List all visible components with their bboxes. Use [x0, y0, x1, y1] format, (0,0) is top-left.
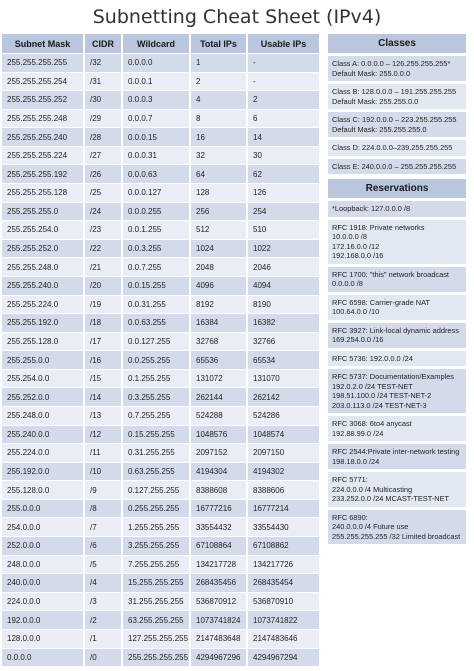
table-cell: 0.0.0.3 [122, 91, 190, 110]
table-cell: /28 [84, 128, 122, 147]
table-cell: /23 [84, 221, 122, 240]
table-row [2, 592, 320, 611]
table-cell: 255.255.128.0 [2, 332, 84, 351]
table-cell: /8 [84, 499, 122, 518]
column-header: Usable IPs [247, 34, 320, 54]
table-cell: /20 [84, 276, 122, 295]
table-cell: 0.1.255.255 [122, 369, 190, 388]
table-cell: 255.128.0.0 [2, 481, 84, 500]
table-cell: - [247, 54, 320, 73]
subnet-table [2, 34, 321, 666]
table-cell: 224.0.0.0 [2, 592, 84, 611]
column-header: Subnet Mask [2, 34, 84, 54]
table-cell: 32768 [190, 332, 247, 351]
class-entry: Class D: 224.0.0.0–239.255.255.255 [328, 140, 466, 156]
table-row [2, 629, 320, 648]
reservations-list [328, 201, 466, 544]
table-cell: 524288 [190, 406, 247, 425]
table-cell: 8192 [190, 295, 247, 314]
table-row [2, 611, 320, 630]
table-cell: 255.255.255.192 [2, 165, 84, 184]
table-cell: 4194302 [247, 462, 320, 481]
table-cell: 252.0.0.0 [2, 537, 84, 556]
table-body [2, 54, 320, 667]
table-cell: 255.255.254.0 [2, 221, 84, 240]
table-cell: 0.0.7.255 [122, 258, 190, 277]
table-cell: /27 [84, 146, 122, 165]
table-cell: 15.255.255.255 [122, 574, 190, 593]
table-cell: 255.255.255.252 [2, 91, 84, 110]
table-row [2, 499, 320, 518]
table-cell: 4094 [247, 276, 320, 295]
table-row [2, 54, 320, 73]
table-cell: /0 [84, 648, 122, 666]
table-cell: 2048 [190, 258, 247, 277]
table-cell: 0.0.31.255 [122, 295, 190, 314]
table-cell: /9 [84, 481, 122, 500]
table-cell: 255.248.0.0 [2, 406, 84, 425]
class-entry: Class B: 128.0.0.0 – 191.255.255.255 Default Mask: 255.255.0.0 [328, 84, 466, 109]
table-cell: 536870910 [247, 592, 320, 611]
table-cell: 0.0.15.255 [122, 276, 190, 295]
table-cell: 1024 [190, 239, 247, 258]
table-cell: 255.255.240.0 [2, 276, 84, 295]
table-cell: 3.255.255.255 [122, 537, 190, 556]
table-cell: 255.0.0.0 [2, 499, 84, 518]
table-cell: 62 [247, 165, 320, 184]
table-cell: /17 [84, 332, 122, 351]
table-cell: 0.0.3.255 [122, 239, 190, 258]
table-cell: 0.0.0.127 [122, 184, 190, 203]
table-row [2, 72, 320, 91]
table-cell: /5 [84, 555, 122, 574]
table-row [2, 314, 320, 333]
table-cell: 255.240.0.0 [2, 425, 84, 444]
table-cell: 255.255.255.240 [2, 128, 84, 147]
classes-list [328, 56, 466, 174]
table-cell: 0.127.255.255 [122, 481, 190, 500]
table-cell: 32 [190, 146, 247, 165]
table-cell: 255.255.255.255 [2, 54, 84, 73]
table-cell: 0.0.0.0 [122, 54, 190, 73]
table-cell: 255.255.255.0 [2, 202, 84, 221]
table-cell: 16 [190, 128, 247, 147]
table-row [2, 258, 320, 277]
table-cell: 14 [247, 128, 320, 147]
table-cell: 16777214 [247, 499, 320, 518]
table-cell: 8 [190, 109, 247, 128]
table-cell: 254.0.0.0 [2, 518, 84, 537]
table-cell: 4096 [190, 276, 247, 295]
table-cell: 16384 [190, 314, 247, 333]
table-cell: 1048574 [247, 425, 320, 444]
table-cell: 0.31.255.255 [122, 444, 190, 463]
table-row [2, 184, 320, 203]
table-cell: 6 [247, 109, 320, 128]
reservation-entry: RFC 5771: 224.0.0.0 /4 Multicasting 233.252.0.0 /24 MCAST-TEST-NET [328, 472, 466, 507]
table-cell: 2 [190, 72, 247, 91]
column-header: Wildcard [122, 34, 190, 54]
table-cell: 2097150 [247, 444, 320, 463]
table-cell: 0.0.1.255 [122, 221, 190, 240]
table-cell: 240.0.0.0 [2, 574, 84, 593]
table-row [2, 481, 320, 500]
table-cell: /29 [84, 109, 122, 128]
table-row [2, 462, 320, 481]
table-cell: 255.252.0.0 [2, 388, 84, 407]
table-row [2, 518, 320, 537]
table-cell: /3 [84, 592, 122, 611]
table-cell: 262142 [247, 388, 320, 407]
table-cell: /31 [84, 72, 122, 91]
table-cell: 254 [247, 202, 320, 221]
table-cell: 4 [190, 91, 247, 110]
table-cell: 134217728 [190, 555, 247, 574]
table-cell: /13 [84, 406, 122, 425]
table-cell: 127.255.255.255 [122, 629, 190, 648]
table-row [2, 146, 320, 165]
table-cell: 268435454 [247, 574, 320, 593]
table-row [2, 351, 320, 370]
table-cell: 1.255.255.255 [122, 518, 190, 537]
table-cell: 524286 [247, 406, 320, 425]
table-cell: 248.0.0.0 [2, 555, 84, 574]
table-cell: 33554432 [190, 518, 247, 537]
table-cell: 1 [190, 54, 247, 73]
table-cell: /6 [84, 537, 122, 556]
table-cell: 0.0.0.31 [122, 146, 190, 165]
table-cell: 262144 [190, 388, 247, 407]
table-cell: 255.255.0.0 [2, 351, 84, 370]
table-cell: /16 [84, 351, 122, 370]
table-cell: 33554430 [247, 518, 320, 537]
table-row [2, 574, 320, 593]
table-cell: 128 [190, 184, 247, 203]
table-row [2, 406, 320, 425]
table-cell: /19 [84, 295, 122, 314]
table-cell: 63.255.255.255 [122, 611, 190, 630]
class-entry: Class E: 240.0.0.0 – 255.255.255.255 [328, 159, 466, 175]
table-cell: 0.255.255.255 [122, 499, 190, 518]
reservation-entry: RFC 2544:Private inter-network testing 198.18.0.0 /24 [328, 444, 466, 469]
table-cell: 2147483646 [247, 629, 320, 648]
table-cell: 0.0.0.0 [2, 648, 84, 666]
table-row [2, 537, 320, 556]
table-cell: /22 [84, 239, 122, 258]
table-row [2, 109, 320, 128]
table-row [2, 239, 320, 258]
table-cell: 1073741824 [190, 611, 247, 630]
table-cell: /14 [84, 388, 122, 407]
table-cell: /21 [84, 258, 122, 277]
table-cell: 2 [247, 91, 320, 110]
table-cell: 255.255.255.224 [2, 146, 84, 165]
table-cell: 536870912 [190, 592, 247, 611]
table-cell: 1073741822 [247, 611, 320, 630]
table-cell: 0.63.255.255 [122, 462, 190, 481]
table-row [2, 165, 320, 184]
reservation-entry: RFC 5736: 192.0.0.0 /24 [328, 351, 466, 367]
table-cell: 255.255.255.128 [2, 184, 84, 203]
table-cell: 4194304 [190, 462, 247, 481]
table-cell: 8190 [247, 295, 320, 314]
table-cell: /11 [84, 444, 122, 463]
table-cell: 255.255.252.0 [2, 239, 84, 258]
reservation-entry: RFC 1918: Private networks 10.0.0.0 /8 172.16.0.0 /12 192.168.0.0 /16 [328, 220, 466, 264]
class-entry: Class C: 192.0.0.0 – 223.255.255.255 Default Mask: 255.255.255.0 [328, 112, 466, 137]
table-cell: /18 [84, 314, 122, 333]
table-cell: 1048576 [190, 425, 247, 444]
page-title: Subnetting Cheat Sheet (IPv4) [92, 6, 382, 28]
table-cell: 0.0.127.255 [122, 332, 190, 351]
table-cell: 8388608 [190, 481, 247, 500]
table-cell: 126 [247, 184, 320, 203]
table-row [2, 369, 320, 388]
reservation-entry: RFC 3068: 6to4 anycast 192.88.99.0 /24 [328, 416, 466, 441]
table-cell: 255.254.0.0 [2, 369, 84, 388]
table-cell: 67108864 [190, 537, 247, 556]
table-cell: 0.0.0.255 [122, 202, 190, 221]
table-cell: 30 [247, 146, 320, 165]
table-cell: - [247, 72, 320, 91]
table-cell: 512 [190, 221, 247, 240]
table-cell: 255.255.255.255 [122, 648, 190, 666]
table-cell: 134217726 [247, 555, 320, 574]
table-cell: /24 [84, 202, 122, 221]
table-cell: /26 [84, 165, 122, 184]
table-cell: 255.255.255.248 [2, 109, 84, 128]
table-cell: 255.255.255.254 [2, 72, 84, 91]
table-row [2, 332, 320, 351]
table-cell: 510 [247, 221, 320, 240]
table-cell: /15 [84, 369, 122, 388]
table-cell: /1 [84, 629, 122, 648]
table-row [2, 648, 320, 666]
table-cell: 0.0.0.15 [122, 128, 190, 147]
table-cell: /12 [84, 425, 122, 444]
table-cell: 0.7.255.255 [122, 406, 190, 425]
table-cell: 0.0.0.7 [122, 109, 190, 128]
table-row [2, 202, 320, 221]
table-cell: 32766 [247, 332, 320, 351]
table-cell: 67108862 [247, 537, 320, 556]
table-row [2, 555, 320, 574]
reservations-header: Reservations [328, 179, 466, 198]
table-row [2, 388, 320, 407]
reservation-entry: RFC 6890: 240.0.0.0 /4 Future use 255.255.255.255 /32 Limited broadcast [328, 510, 466, 545]
table-cell: 0.3.255.255 [122, 388, 190, 407]
table-cell: 65536 [190, 351, 247, 370]
table-cell: /25 [84, 184, 122, 203]
table-cell: 255.192.0.0 [2, 462, 84, 481]
class-entry: Class A: 0.0.0.0 – 126.255.255.255* Default Mask: 255.0.0.0 [328, 56, 466, 81]
table-cell: 16777216 [190, 499, 247, 518]
table-cell: 268435456 [190, 574, 247, 593]
table-cell: 1022 [247, 239, 320, 258]
table-cell: /7 [84, 518, 122, 537]
table-cell: 8388606 [247, 481, 320, 500]
table-cell: 16382 [247, 314, 320, 333]
table-cell: 31.255.255.255 [122, 592, 190, 611]
reservation-entry: *Loopback: 127.0.0.0 /8 [328, 201, 466, 217]
column-header: Total IPs [190, 34, 247, 54]
table-cell: 65534 [247, 351, 320, 370]
table-cell: 128.0.0.0 [2, 629, 84, 648]
table-cell: 255.255.224.0 [2, 295, 84, 314]
table-cell: 255.224.0.0 [2, 444, 84, 463]
reservations-panel [328, 179, 466, 544]
table-row [2, 276, 320, 295]
table-cell: 256 [190, 202, 247, 221]
reservation-entry: RFC 1700: "this" network broadcast 0.0.0.0 /8 [328, 267, 466, 292]
table-cell: 2097152 [190, 444, 247, 463]
table-row [2, 221, 320, 240]
table-cell: 64 [190, 165, 247, 184]
reservation-entry: RFC 5737: Documentation/Examples 192.0.2.0 /24 TEST-NET 198.51.100.0 /24 TEST-NET-2 203.0.113.0 /24 TEST-NET-3 [328, 369, 466, 413]
table-cell: 7.255.255.255 [122, 555, 190, 574]
table-cell: 0.0.63.255 [122, 314, 190, 333]
table-cell: 4294967296 [190, 648, 247, 666]
classes-header: Classes [328, 34, 466, 53]
table-cell: 192.0.0.0 [2, 611, 84, 630]
table-row [2, 91, 320, 110]
table-row [2, 128, 320, 147]
table-cell: /4 [84, 574, 122, 593]
table-cell: /30 [84, 91, 122, 110]
table-cell: 2046 [247, 258, 320, 277]
table-cell: 2147483648 [190, 629, 247, 648]
table-cell: 255.255.248.0 [2, 258, 84, 277]
table-cell: 255.255.192.0 [2, 314, 84, 333]
reservation-entry: RFC 6598: Carrier-grade NAT 100.64.0.0 /10 [328, 295, 466, 320]
table-cell: 0.0.0.1 [122, 72, 190, 91]
table-cell: /10 [84, 462, 122, 481]
table-cell: 0.15.255.255 [122, 425, 190, 444]
classes-panel [328, 34, 466, 174]
table-cell: 131070 [247, 369, 320, 388]
table-cell: 131072 [190, 369, 247, 388]
column-header: CIDR [84, 34, 122, 54]
table-cell: 4294967294 [247, 648, 320, 666]
table-row [2, 425, 320, 444]
table-header-row [2, 34, 320, 54]
reservation-entry: RFC 3927: Link-local dynamic address 169.254.0.0 /16 [328, 323, 466, 348]
table-cell: /32 [84, 54, 122, 73]
table-cell: /2 [84, 611, 122, 630]
table-cell: 0.0.0.63 [122, 165, 190, 184]
table-row [2, 295, 320, 314]
table-row [2, 444, 320, 463]
table-cell: 0.0.255.255 [122, 351, 190, 370]
